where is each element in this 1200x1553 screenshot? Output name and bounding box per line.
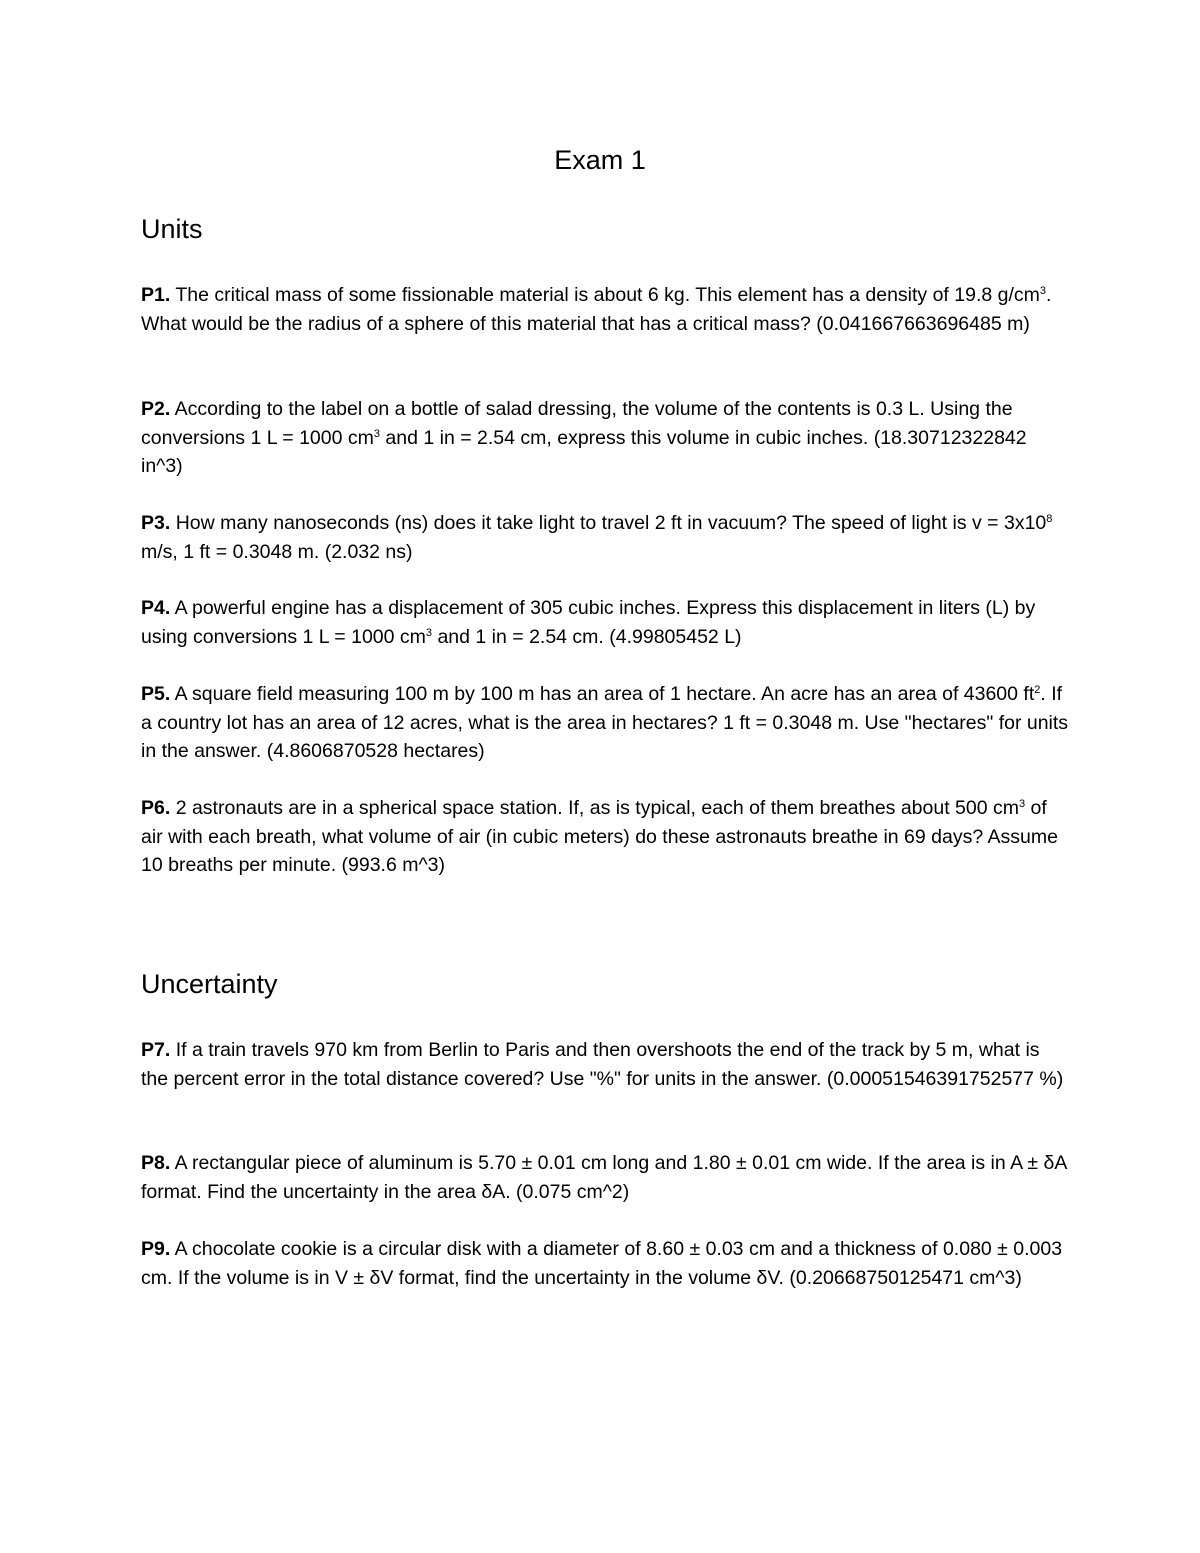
problem-p3 <box>141 509 1071 566</box>
problem-text: . What would be the radius of a sphere of this material that has a critical mass? (0.041667663696485 m) <box>141 284 1052 335</box>
problem-text: m/s, 1 ft = 0.3048 m. (2.032 ns) <box>141 540 413 563</box>
problem-p1 <box>141 281 1071 338</box>
problem-text: A square field measuring 100 m by 100 m has an area of 1 hectare. An acre has an area of 43600 ft <box>170 683 1035 705</box>
section-heading-units: Units <box>141 214 203 244</box>
problem-label: P8. <box>141 1152 171 1174</box>
problem-p8 <box>141 1149 1071 1206</box>
problem-text: and 1 in = 2.54 cm. (4.99805452 L) <box>432 625 742 648</box>
superscript: 3 <box>373 427 380 440</box>
problem-p2 <box>141 395 1071 481</box>
problem-p9 <box>141 1235 1071 1292</box>
superscript: 3 <box>1039 285 1047 297</box>
problem-label: P3. <box>141 512 171 534</box>
problem-text: . If a country lot has an area of 12 acres, what is the area in hectares? 1 ft = 0.3048 m. Use "hectares" for units in the answer. (4.8606870528 hectares) <box>141 683 1069 762</box>
superscript: 2 <box>1034 684 1041 696</box>
problem-text: A powerful engine has a displacement of 305 cubic inches. Express this displacement in liters (L) by using conversions 1 L = 1000 cm <box>141 597 1036 648</box>
problem-text: According to the label on a bottle of salad dressing, the volume of the contents is 0.3 L. Using the conversions 1 L = 1000 cm <box>141 398 1013 449</box>
superscript: 8 <box>1046 513 1053 525</box>
problem-text: A chocolate cookie is a circular disk with a diameter of 8.60 ± 0.03 cm and a thickness of 0.080 ± 0.003 cm. If the volume is in V ± δV format, find the uncertainty in the volume δV. (0.20668750125471 cm^3) <box>141 1238 1063 1289</box>
superscript: 3 <box>1019 798 1026 810</box>
problem-text: and 1 in = 2.54 cm, express this volume in cubic inches. (18.30712322842 in^3) <box>141 426 1027 477</box>
problem-text: The critical mass of some fissionable material is about 6 kg. This element has a density of 19.8 g/cm <box>170 284 1040 306</box>
problem-label: P4. <box>141 597 171 619</box>
problem-text: A rectangular piece of aluminum is 5.70 ± 0.01 cm long and 1.80 ± 0.01 cm wide. If the area is in A ± δA format. Find the uncertainty in the area δA. (0.075 cm^2) <box>141 1152 1067 1203</box>
problem-label: P7. <box>141 1039 171 1061</box>
superscript: 3 <box>425 626 433 639</box>
document-title: Exam 1 <box>554 145 646 175</box>
problem-label: P1. <box>141 284 171 306</box>
problem-text: of air with each breath, what volume of air (in cubic meters) do these astronauts breathe in 69 days? Assume 10 breaths per minute. (993.6 m^3) <box>141 797 1058 876</box>
problem-label: P2. <box>141 398 171 420</box>
problem-label: P5. <box>141 683 171 705</box>
problem-p6 <box>141 794 1071 880</box>
problem-label: P9. <box>141 1238 171 1260</box>
section-heading-uncertainty: Uncertainty <box>141 969 278 999</box>
problem-label: P6. <box>141 797 171 819</box>
problem-text: 2 astronauts are in a spherical space station. If, as is typical, each of them breathes about 500 cm <box>170 797 1019 819</box>
problem-p7 <box>141 1036 1071 1093</box>
problem-p5 <box>141 680 1071 766</box>
problem-text: If a train travels 970 km from Berlin to Paris and then overshoots the end of the track by 5 m, what is the percent error in the total distance covered? Use "%" for units in the answer. (0.00051546391752577 %) <box>141 1039 1064 1090</box>
problem-p4 <box>141 594 1071 651</box>
problem-text: How many nanoseconds (ns) does it take light to travel 2 ft in vacuum? The speed of light is v = 3x10 <box>170 512 1047 534</box>
